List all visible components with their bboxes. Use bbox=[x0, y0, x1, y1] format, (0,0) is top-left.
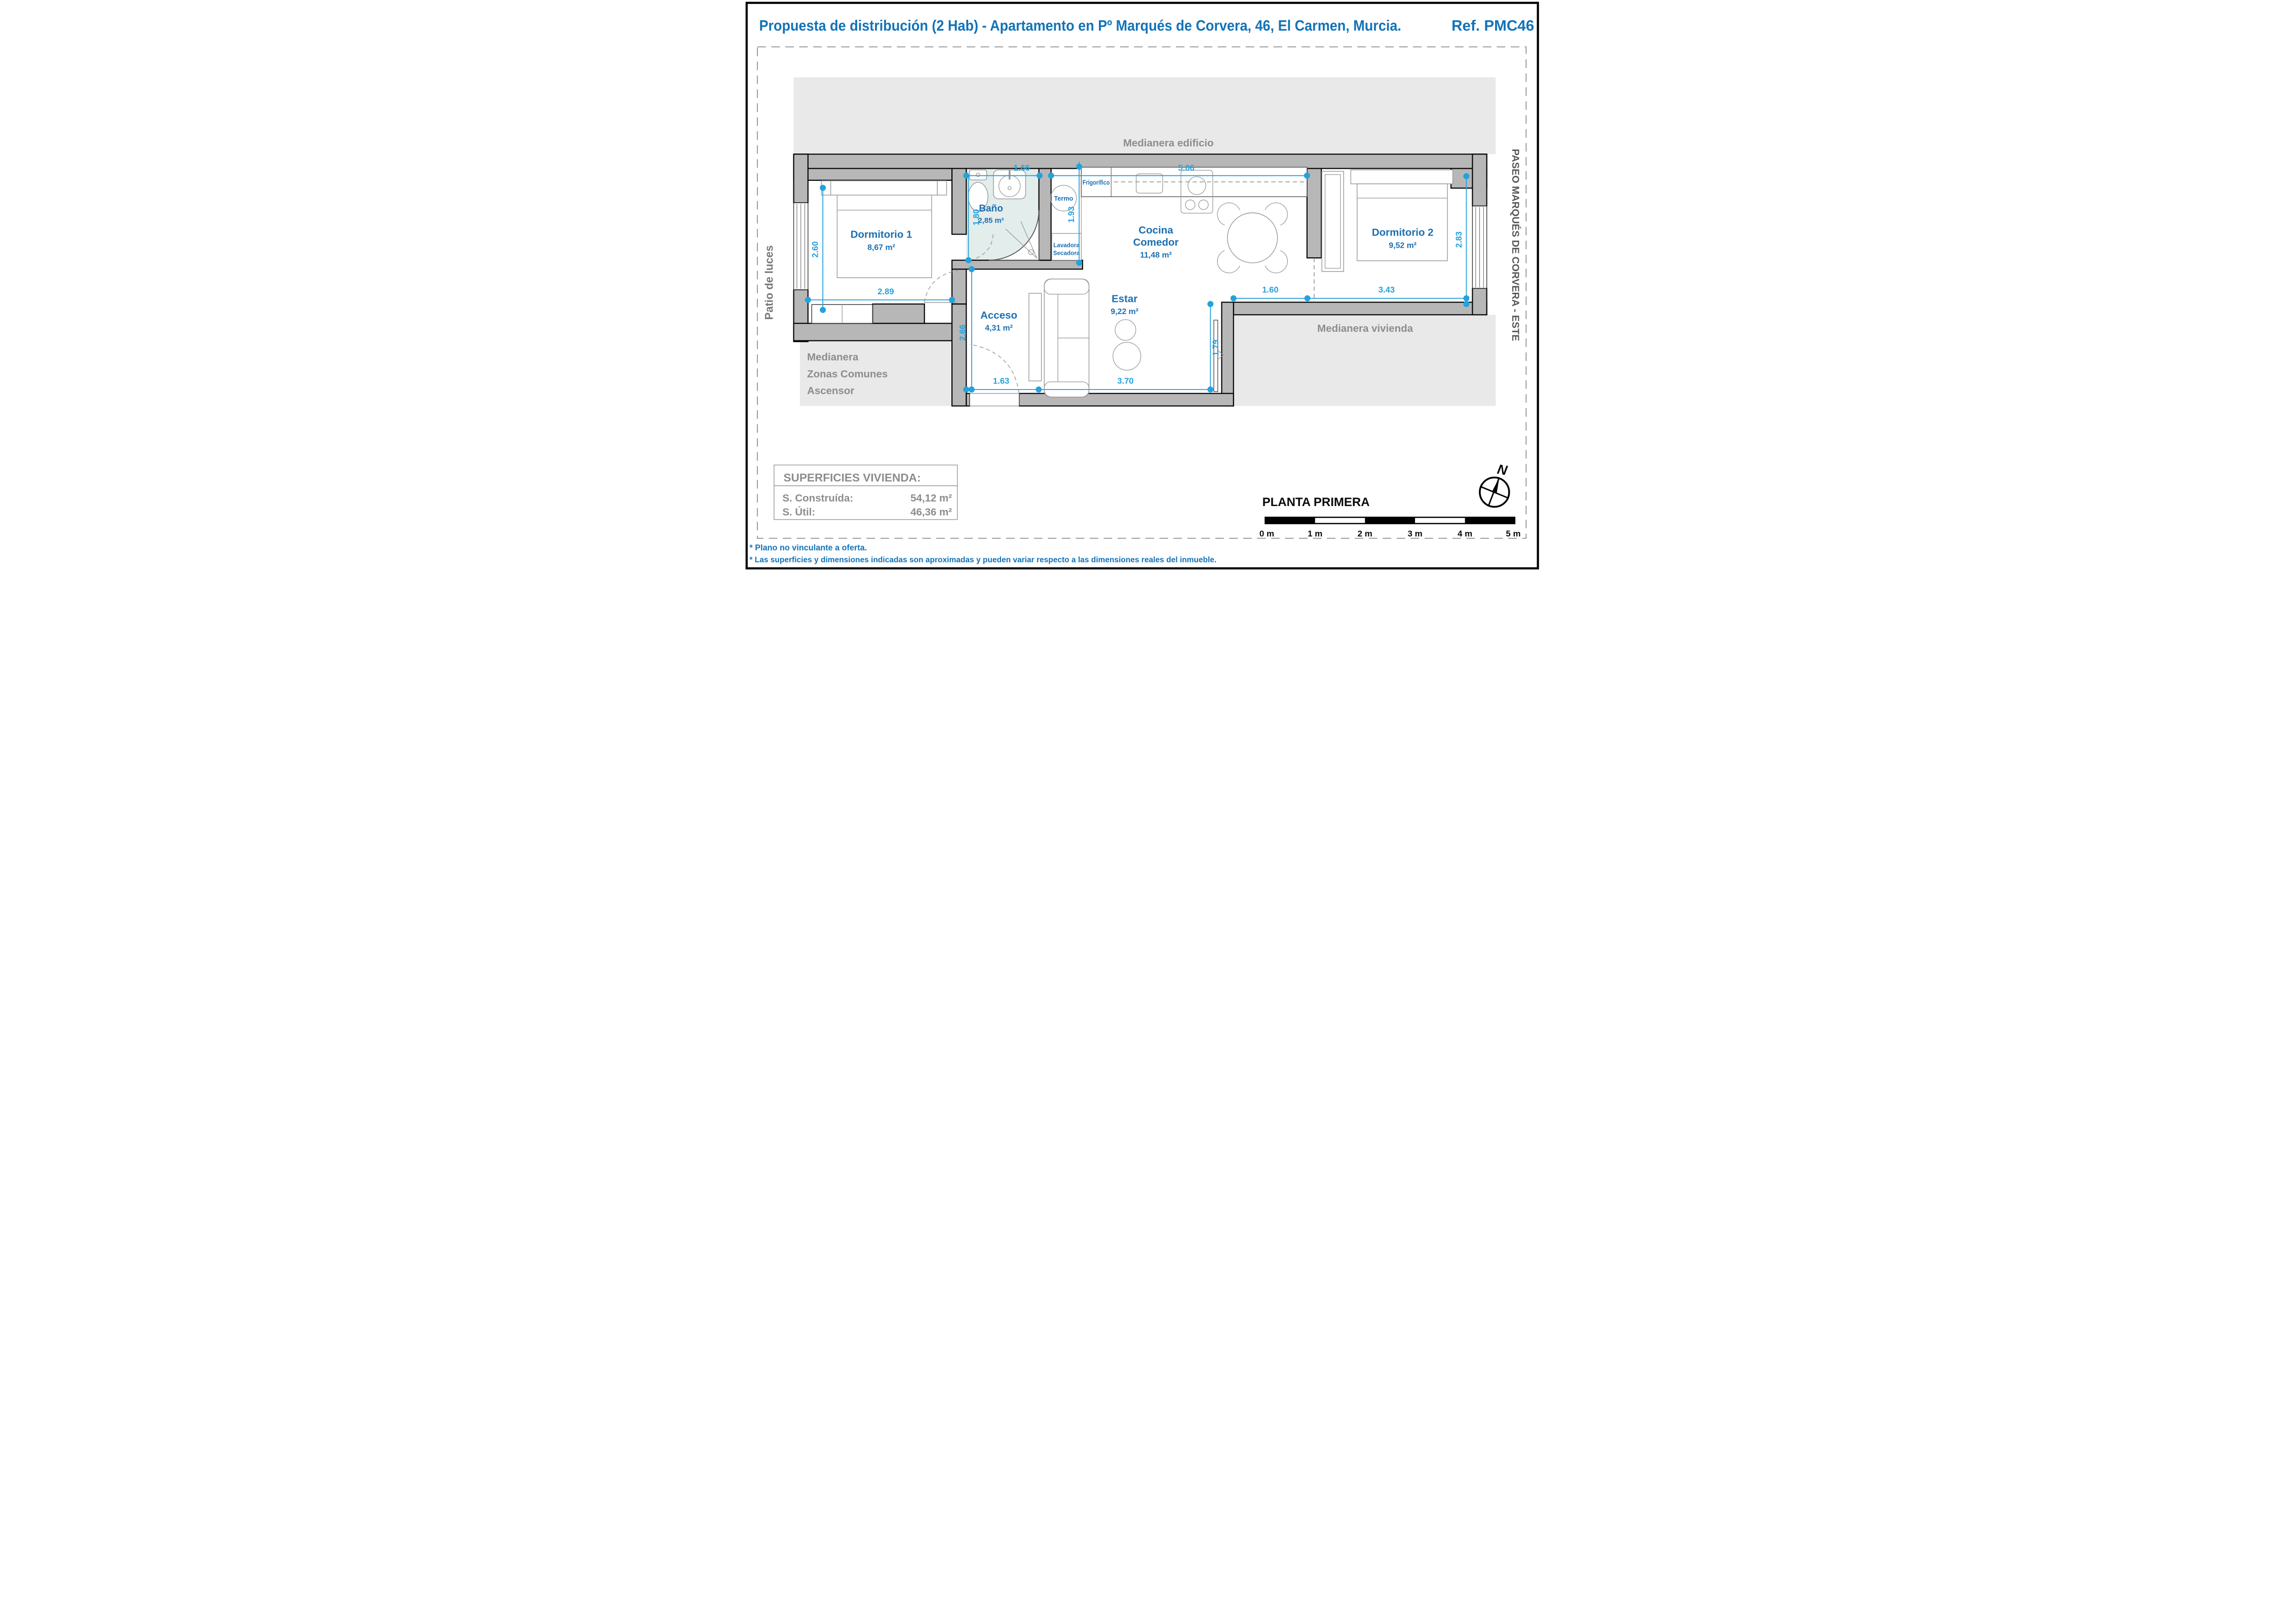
dim-tv-wall: 1.79 bbox=[1211, 339, 1221, 356]
dim-bath-height: 1.80 bbox=[971, 209, 981, 226]
dim-dorm1-height: 2.60 bbox=[810, 241, 820, 258]
dim-dot bbox=[805, 297, 811, 303]
wall-dorm2-right-lower bbox=[1472, 288, 1486, 315]
compass-needle bbox=[1492, 478, 1499, 493]
wall-below-kitchen bbox=[1234, 302, 1487, 315]
dim-dot bbox=[969, 266, 975, 272]
surface-construida-value: 54,12 m² bbox=[910, 492, 952, 504]
room-dormitorio1-name: Dormitorio 1 bbox=[850, 228, 912, 241]
window-patio-icon bbox=[794, 203, 808, 290]
zonas-comunes-label-1: Medianera bbox=[807, 351, 859, 363]
dim-kitchen-width: 5.06 bbox=[1178, 163, 1195, 173]
dim-dot bbox=[1305, 295, 1311, 301]
dim-dorm1-width: 2.89 bbox=[877, 286, 894, 296]
scale-tick-2: 2 m bbox=[1357, 529, 1372, 539]
room-cocina-name-1: Cocina bbox=[1138, 224, 1173, 237]
side-table-icon bbox=[1115, 320, 1136, 340]
scale-bar-white-segment bbox=[1315, 518, 1365, 523]
surface-util-label: S. Útil: bbox=[782, 506, 816, 518]
termo-label: Termo bbox=[1054, 195, 1074, 203]
zonas-comunes-label-3: Ascensor bbox=[807, 385, 855, 397]
entry-threshold bbox=[970, 394, 1019, 406]
dim-acceso-width: 1.63 bbox=[993, 376, 1010, 386]
dim-dot bbox=[1231, 295, 1237, 301]
dim-dot bbox=[969, 387, 975, 393]
dim-dot bbox=[1304, 173, 1310, 179]
dim-dot bbox=[1048, 173, 1054, 179]
scale-tick-4: 4 m bbox=[1458, 529, 1473, 539]
dorm1-furniture bbox=[812, 181, 946, 323]
dim-dot bbox=[1463, 301, 1469, 307]
scale-bar bbox=[1259, 517, 1521, 538]
room-bano-name: Baño bbox=[979, 203, 1003, 214]
medianera-vivienda-label: Medianera vivienda bbox=[1317, 323, 1413, 335]
dim-dot bbox=[966, 257, 972, 263]
north-label: N bbox=[1496, 461, 1509, 478]
utility-column bbox=[1051, 169, 1081, 260]
hob-burner bbox=[1199, 200, 1208, 210]
dim-bath-width: 1.66 bbox=[1013, 163, 1030, 173]
dim-dot bbox=[1463, 173, 1469, 179]
lavadora-label-2: Secadora bbox=[1053, 250, 1080, 257]
dim-estar-to-dorm2: 1.60 bbox=[1262, 285, 1279, 295]
hob-burner bbox=[1185, 200, 1195, 210]
bed-headboard-icon bbox=[1351, 170, 1452, 184]
nightstand-icon bbox=[937, 181, 946, 195]
wall-under-closet bbox=[794, 323, 952, 340]
room-estar-area: 9,22 m² bbox=[1111, 307, 1139, 316]
wall-dorm2-right-upper bbox=[1472, 154, 1486, 206]
scale-tick-1: 1 m bbox=[1308, 529, 1323, 539]
room-cocina-area: 11,48 m² bbox=[1140, 251, 1172, 260]
zonas-comunes-label-2: Zonas Comunes bbox=[807, 368, 888, 380]
room-dormitorio2-area: 9,52 m² bbox=[1389, 241, 1417, 250]
wall-dorm1-bottom bbox=[872, 304, 924, 323]
dim-dot bbox=[1036, 387, 1042, 393]
surface-construida-label: S. Construída: bbox=[782, 492, 854, 504]
window-street-icon bbox=[1472, 206, 1486, 288]
dim-dot bbox=[963, 173, 969, 179]
dining-set bbox=[1212, 198, 1292, 278]
wall-estar-right bbox=[1221, 302, 1233, 406]
surface-util-value: 46,36 m² bbox=[910, 506, 952, 518]
wall-top bbox=[794, 154, 1487, 168]
entry-door-arc-icon bbox=[970, 344, 1019, 394]
side-table-icon bbox=[1113, 342, 1141, 370]
wall-left-upper bbox=[794, 154, 808, 203]
dim-dot bbox=[1076, 260, 1082, 266]
wall-bottom-stub bbox=[966, 394, 970, 406]
dim-dot bbox=[1207, 387, 1213, 393]
street-label: PASEO MARQUÉS DE CORVERA - ESTE bbox=[1509, 148, 1521, 341]
footnote-2: * Las superficies y dimensiones indicadas son aproximadas y pueden variar respecto a las dimensiones reales del inmueble. bbox=[749, 555, 1217, 564]
room-estar-name: Estar bbox=[1112, 293, 1138, 305]
dim-utility-height: 1.93 bbox=[1066, 206, 1077, 223]
dim-estar-width: 3.70 bbox=[1117, 376, 1134, 386]
floor-plan-page bbox=[743, 0, 1553, 571]
dorm2-furniture bbox=[1322, 170, 1452, 272]
wall-bath-right bbox=[1039, 169, 1051, 260]
room-dormitorio1-area: 8,67 m² bbox=[867, 243, 895, 252]
wall-cocina-dorm2 bbox=[1307, 169, 1321, 258]
dining-table-icon bbox=[1228, 213, 1278, 263]
frigorifico-label: Frigorífico bbox=[1082, 179, 1110, 186]
scale-tick-0: 0 m bbox=[1259, 529, 1275, 539]
scale-tick-5: 5 m bbox=[1506, 529, 1521, 539]
footnote-1: * Plano no vinculante a oferta. bbox=[749, 543, 867, 553]
dim-dot bbox=[963, 387, 969, 393]
dim-dot bbox=[1207, 301, 1213, 307]
kitchen-counter bbox=[1081, 167, 1307, 213]
dim-dot bbox=[820, 185, 826, 191]
dim-dot bbox=[1037, 173, 1043, 179]
wall-dorm1-bath-upper bbox=[952, 169, 966, 235]
room-cocina-name-2: Comedor bbox=[1133, 237, 1179, 249]
dim-dot bbox=[949, 297, 955, 303]
dim-dot bbox=[1463, 295, 1469, 301]
dim-dot bbox=[1076, 164, 1082, 170]
bed-headboard-icon bbox=[831, 181, 937, 195]
floor-plan-drawing bbox=[743, 0, 1553, 571]
room-dormitorio2-name: Dormitorio 2 bbox=[1371, 226, 1434, 239]
room-acceso-area: 4,31 m² bbox=[985, 324, 1013, 333]
page-title: Propuesta de distribución (2 Hab) - Apartamento en Pº Marqués de Corvera, 46, El Carmen, Murcia. bbox=[759, 17, 1401, 34]
patio-de-luces-label: Patio de luces bbox=[762, 245, 776, 320]
scale-bar-white-segment bbox=[1415, 518, 1465, 523]
dim-acceso-height: 2.66 bbox=[958, 324, 968, 341]
surfaces-box bbox=[774, 465, 958, 520]
toilet-tank-icon bbox=[970, 170, 987, 180]
console-icon bbox=[1029, 293, 1042, 381]
lavadora-label-1: Lavadora bbox=[1053, 242, 1080, 249]
scale-tick-3: 3 m bbox=[1407, 529, 1423, 539]
room-bano-area: 2,85 m² bbox=[978, 216, 1004, 225]
medianera-edificio-label: Medianera edificio bbox=[1123, 137, 1214, 149]
surfaces-title: SUPERFICIES VIVIENDA: bbox=[783, 471, 921, 484]
scale-bar-strip bbox=[1265, 517, 1515, 524]
room-acceso-name: Acceso bbox=[980, 310, 1017, 322]
dim-dorm2-width: 3.43 bbox=[1378, 285, 1395, 295]
north-compass-icon bbox=[1480, 461, 1509, 507]
dim-dorm2-height: 2.83 bbox=[1454, 231, 1464, 248]
wall-top-dorm1 bbox=[794, 169, 952, 180]
reference-code: Ref. PMC46 bbox=[1451, 17, 1535, 34]
dim-dot bbox=[820, 307, 826, 313]
floor-label: PLANTA PRIMERA bbox=[1262, 495, 1370, 510]
